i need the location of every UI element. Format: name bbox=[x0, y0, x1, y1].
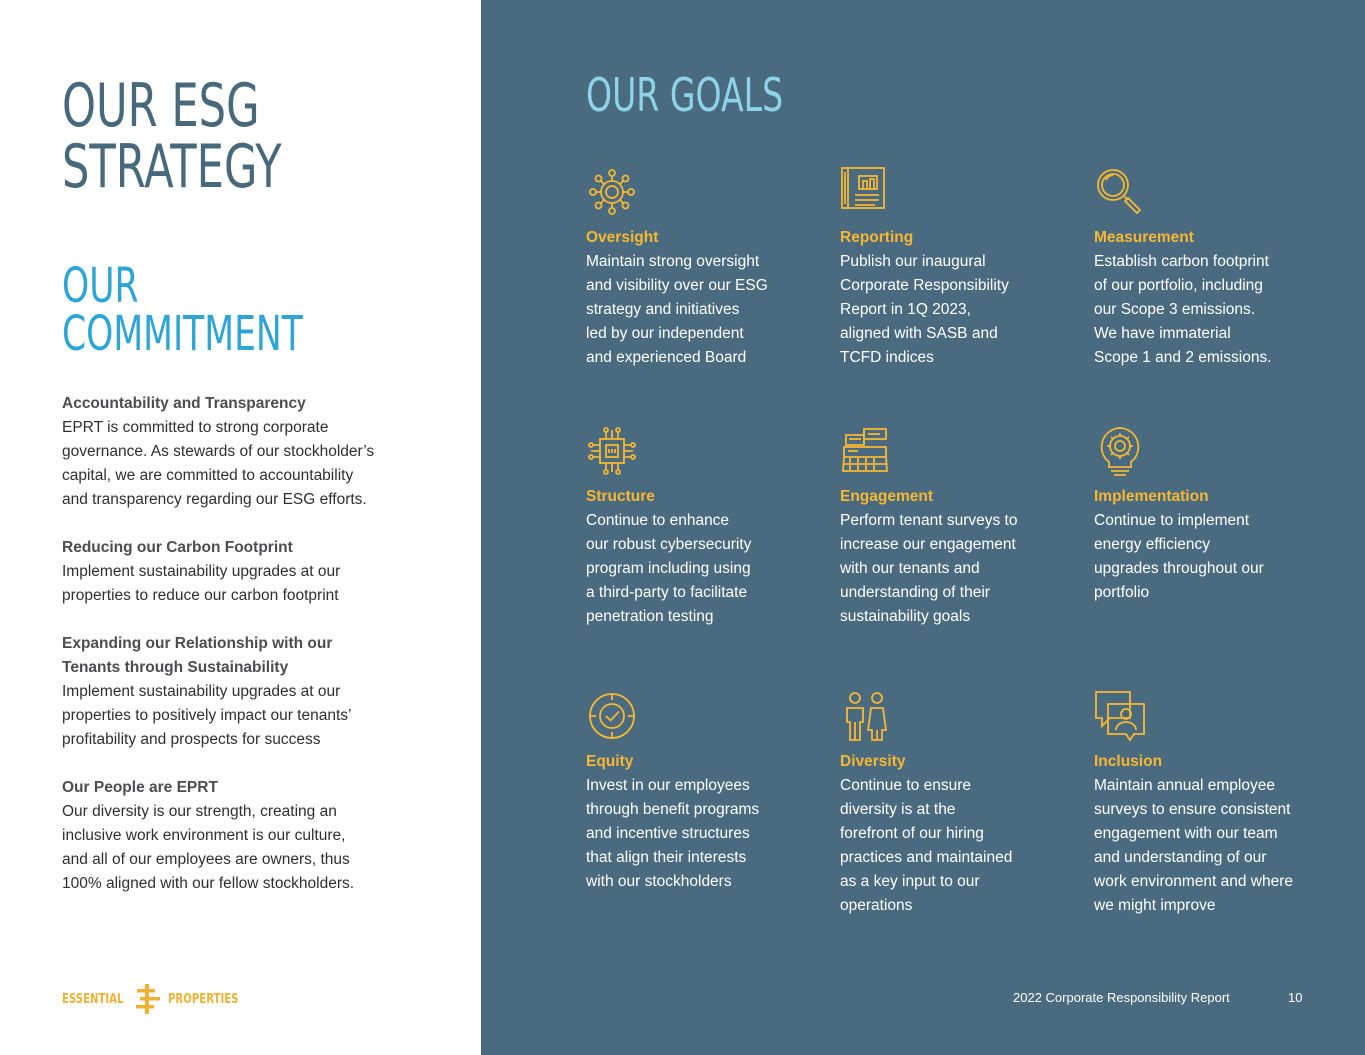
goal-title: Diversity bbox=[840, 753, 906, 770]
cash-register-icon bbox=[840, 425, 892, 477]
gear-network-icon bbox=[586, 166, 638, 218]
goal-title: Oversight bbox=[586, 229, 659, 246]
goal-description-line: that align their interests bbox=[586, 849, 747, 866]
goal-description bbox=[840, 509, 1075, 629]
logo-word-right: PROPERTIES bbox=[168, 991, 239, 1007]
goal-description bbox=[586, 774, 821, 894]
goal-description-line: Invest in our employees bbox=[586, 777, 750, 794]
goal-description-line: penetration testing bbox=[586, 608, 714, 625]
goal-title: Equity bbox=[586, 753, 634, 770]
commitment-title bbox=[62, 258, 303, 362]
commitment-heading-line: Reducing our Carbon Footprint bbox=[62, 539, 293, 556]
goal-description-line: with our stockholders bbox=[586, 873, 732, 890]
goal-description-line: a third-party to facilitate bbox=[586, 584, 748, 601]
commitment-title-line: OUR bbox=[62, 258, 139, 314]
goal-description-line: and experienced Board bbox=[586, 349, 747, 366]
commitment-body bbox=[62, 416, 462, 512]
goal-description-line: led by our independent bbox=[586, 325, 744, 342]
goal-description-line: Corporate Responsibility bbox=[840, 277, 1009, 294]
goal-description-line: Continue to ensure bbox=[840, 777, 971, 794]
logo-mark-icon bbox=[134, 984, 160, 1014]
commitment-body bbox=[62, 800, 462, 896]
goal-description-line: Publish our inaugural bbox=[840, 253, 986, 270]
goal-structure bbox=[586, 425, 821, 629]
goal-description-line: portfolio bbox=[1094, 584, 1150, 601]
commitment-item bbox=[62, 392, 462, 512]
goal-description-line: diversity is at the bbox=[840, 801, 956, 818]
goal-description-line: surveys to ensure consistent bbox=[1094, 801, 1291, 818]
goal-description bbox=[586, 250, 821, 370]
goal-description-line: program including using bbox=[586, 560, 751, 577]
goal-title: Structure bbox=[586, 488, 655, 505]
commitment-list bbox=[62, 392, 462, 920]
goal-description-line: with our tenants and bbox=[840, 560, 980, 577]
commitment-body-line: and transparency regarding our ESG efforts. bbox=[62, 491, 367, 508]
goal-equity bbox=[586, 690, 821, 894]
commitment-body-line: Implement sustainability upgrades at our bbox=[62, 563, 341, 580]
commitment-body-line: EPRT is committed to strong corporate bbox=[62, 419, 329, 436]
goal-description-line: sustainability goals bbox=[840, 608, 971, 625]
commitment-body-line: capital, we are committed to accountability bbox=[62, 467, 354, 484]
goal-description-line: Continue to implement bbox=[1094, 512, 1250, 529]
goal-title: Reporting bbox=[840, 229, 914, 246]
goal-description-line: as a key input to our bbox=[840, 873, 980, 890]
goal-description-line: Scope 1 and 2 emissions. bbox=[1094, 349, 1272, 366]
goal-description-line: TCFD indices bbox=[840, 349, 934, 366]
page-title-line: STRATEGY bbox=[62, 132, 282, 202]
goal-inclusion bbox=[1094, 690, 1329, 918]
commitment-heading-line: Expanding our Relationship with our bbox=[62, 635, 333, 652]
goals-title: OUR GOALS bbox=[586, 68, 784, 122]
commitment-body-line: and all of our employees are owners, thus bbox=[62, 851, 350, 868]
commitment-title-line: COMMITMENT bbox=[62, 306, 303, 362]
goal-description-line: through benefit programs bbox=[586, 801, 760, 818]
commitment-body-line: Implement sustainability upgrades at our bbox=[62, 683, 341, 700]
essential-properties-logo bbox=[62, 984, 258, 1014]
goal-description bbox=[1094, 774, 1329, 918]
goal-description-line: Report in 1Q 2023, bbox=[840, 301, 971, 318]
goal-engagement bbox=[840, 425, 1075, 629]
commitment-body-line: properties to positively impact our tenants’ bbox=[62, 707, 352, 724]
goal-description-line: increase our engagement bbox=[840, 536, 1016, 553]
magnifier-icon bbox=[1094, 166, 1146, 218]
goal-reporting bbox=[840, 166, 1075, 370]
goal-description-line: work environment and where bbox=[1094, 873, 1294, 890]
commitment-body-line: governance. As stewards of our stockholder’s bbox=[62, 443, 375, 460]
goal-oversight bbox=[586, 166, 821, 370]
commitment-heading bbox=[62, 392, 462, 416]
circuit-chip-icon bbox=[586, 425, 638, 477]
goal-title: Engagement bbox=[840, 488, 934, 505]
page-number: 10 bbox=[1288, 990, 1303, 1005]
goal-description-line: upgrades throughout our bbox=[1094, 560, 1264, 577]
goal-implementation bbox=[1094, 425, 1329, 605]
goal-description-line: Maintain annual employee bbox=[1094, 777, 1275, 794]
goal-description-line: We have immaterial bbox=[1094, 325, 1231, 342]
page-title bbox=[62, 71, 282, 202]
people-icon bbox=[840, 690, 892, 742]
goal-description bbox=[840, 250, 1075, 370]
goal-description-line: strategy and initiatives bbox=[586, 301, 740, 318]
goal-description-line: we might improve bbox=[1094, 897, 1216, 914]
commitment-body-line: profitability and prospects for success bbox=[62, 731, 321, 748]
check-badge-icon bbox=[586, 690, 638, 742]
goal-description bbox=[840, 774, 1075, 918]
left-panel bbox=[0, 0, 481, 1055]
goal-description-line: Establish carbon footprint bbox=[1094, 253, 1269, 270]
goal-description-line: our robust cybersecurity bbox=[586, 536, 752, 553]
chat-person-icon bbox=[1094, 690, 1146, 742]
commitment-body-line: properties to reduce our carbon footprint bbox=[62, 587, 339, 604]
commitment-body bbox=[62, 680, 462, 752]
commitment-heading-line: Accountability and Transparency bbox=[62, 395, 306, 412]
goal-description-line: practices and maintained bbox=[840, 849, 1013, 866]
goal-description-line: engagement with our team bbox=[1094, 825, 1278, 842]
goal-description bbox=[586, 509, 821, 629]
goal-diversity bbox=[840, 690, 1075, 918]
page-title-line: OUR ESG bbox=[62, 71, 260, 141]
report-document-icon bbox=[840, 166, 892, 218]
commitment-heading bbox=[62, 632, 462, 680]
goal-description-line: of our portfolio, including bbox=[1094, 277, 1263, 294]
goal-description-line: Continue to enhance bbox=[586, 512, 730, 529]
goal-measurement bbox=[1094, 166, 1329, 370]
goal-description-line: our Scope 3 emissions. bbox=[1094, 301, 1256, 318]
commitment-heading-line: Our People are EPRT bbox=[62, 779, 218, 796]
goal-title: Implementation bbox=[1094, 488, 1209, 505]
goal-description-line: and incentive structures bbox=[586, 825, 750, 842]
goal-title: Inclusion bbox=[1094, 753, 1163, 770]
commitment-item bbox=[62, 776, 462, 896]
goal-description-line: Maintain strong oversight bbox=[586, 253, 760, 270]
goal-description-line: understanding of their bbox=[840, 584, 990, 601]
commitment-body-line: Our diversity is our strength, creating an bbox=[62, 803, 337, 820]
goal-description-line: and understanding of our bbox=[1094, 849, 1267, 866]
goal-description-line: operations bbox=[840, 897, 913, 914]
goal-description-line: energy efficiency bbox=[1094, 536, 1211, 553]
commitment-body-line: 100% aligned with our fellow stockholders. bbox=[62, 875, 355, 892]
goal-description bbox=[1094, 509, 1329, 605]
commitment-body bbox=[62, 560, 462, 608]
commitment-heading bbox=[62, 776, 462, 800]
commitment-body-line: inclusive work environment is our culture, bbox=[62, 827, 346, 844]
logo-word-left: ESSENTIAL bbox=[62, 991, 124, 1007]
goal-description-line: Perform tenant surveys to bbox=[840, 512, 1018, 529]
commitment-heading-line: Tenants through Sustainability bbox=[62, 659, 289, 676]
goal-description-line: forefront of our hiring bbox=[840, 825, 984, 842]
commitment-item bbox=[62, 536, 462, 608]
goal-description bbox=[1094, 250, 1329, 370]
lightbulb-gear-icon bbox=[1094, 425, 1146, 477]
commitment-heading bbox=[62, 536, 462, 560]
goal-title: Measurement bbox=[1094, 229, 1194, 246]
goal-description-line: aligned with SASB and bbox=[840, 325, 998, 342]
goal-description-line: and visibility over our ESG bbox=[586, 277, 768, 294]
commitment-item bbox=[62, 632, 462, 752]
footer-report-title: 2022 Corporate Responsibility Report bbox=[1013, 990, 1230, 1005]
